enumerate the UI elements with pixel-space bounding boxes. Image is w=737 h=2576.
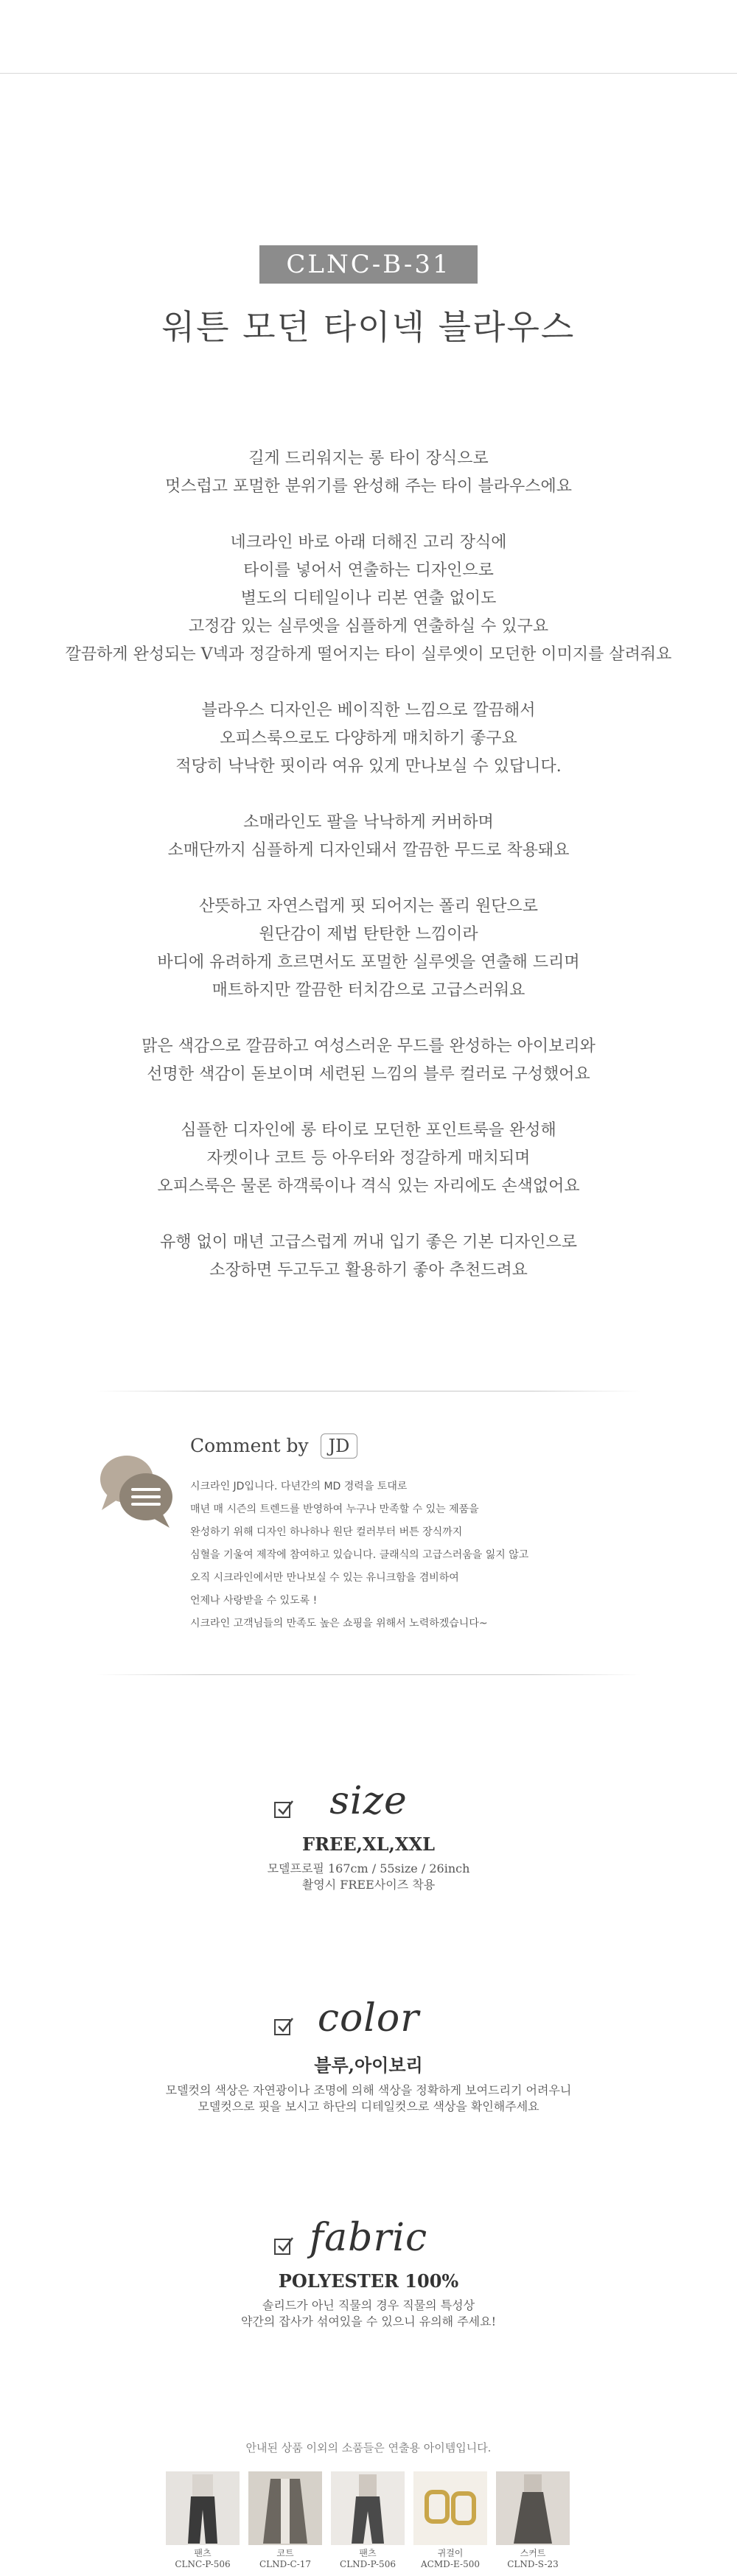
fabric-header [0, 2216, 737, 2267]
item-code: ACMD-E-500 [421, 2559, 480, 2569]
comment-line: 시크라인 고객님들의 만족도 높은 쇼핑을 위해서 노력하겠습니다~ [190, 1618, 488, 1629]
comment-label: Comment by [190, 1435, 309, 1456]
header-divider [0, 73, 737, 74]
comment-author-badge: JD [321, 1433, 358, 1459]
product-title: 워튼 모던 타이넥 블라우스 [161, 307, 576, 347]
description-paragraph [0, 1117, 737, 1201]
check-box-icon [273, 2235, 295, 2257]
description-line: 타이를 넣어서 연출하는 디자인으로 [243, 561, 494, 580]
description-line: 자켓이나 코트 등 아우터와 정갈하게 매치되며 [206, 1149, 531, 1168]
coat-thumbnail [248, 2471, 322, 2545]
description-line: 원단감이 제법 탄탄한 느낌이라 [259, 925, 478, 944]
fabric-section [0, 2216, 737, 2330]
item-type: 코트 [276, 2548, 294, 2558]
description-line: 오피스룩은 물론 하객룩이나 격식 있는 자리에도 손색없어요 [157, 1177, 580, 1196]
description-line: 오피스룩으로도 다양하게 매치하기 좋구요 [220, 729, 517, 748]
size-label: size [329, 1779, 408, 1823]
comment-line: 매년 매 시즌의 트렌드를 반영하여 누구나 만족할 수 있는 제품을 [190, 1503, 479, 1515]
description-line: 바디에 유려하게 흐르면서도 포멀한 실루엣을 연출해 드리며 [157, 953, 580, 972]
comment-bottom-divider [96, 1674, 641, 1675]
description-line: 고정감 있는 실루엣을 심플하게 연출하실 수 있구요 [188, 617, 549, 636]
item-type: 귀걸이 [437, 2548, 464, 2558]
item-code: CLND-C-17 [259, 2559, 312, 2569]
color-note: 모델컷으로 핏을 보시고 하단의 디테일컷으로 색상을 확인해주세요 [198, 2099, 539, 2113]
fabric-note: 솔리드가 아닌 직물의 경우 직물의 특성상 [262, 2298, 475, 2312]
color-note: 모델컷의 색상은 자연광이나 조명에 의해 색상을 정확하게 보여드리기 어려우니 [165, 2083, 572, 2097]
description-paragraph [0, 1229, 737, 1285]
description-line: 소매단까지 심플하게 디자인돼서 깔끔한 무드로 착용돼요 [167, 841, 570, 860]
description-line: 멋스럽고 포멀한 분위기를 완성해 주는 타이 블라우스에요 [164, 477, 572, 496]
description-paragraph [0, 809, 737, 865]
matching-item[interactable] [248, 2471, 322, 2570]
matching-item[interactable] [331, 2471, 405, 2570]
item-type: 팬츠 [194, 2548, 212, 2558]
color-value: 블루,아이보리 [314, 2054, 423, 2076]
item-type: 스커트 [520, 2548, 546, 2558]
description-line: 매트하지만 깔끔한 터치감으로 고급스러워요 [212, 981, 525, 1000]
comment-line: 완성하기 위해 디자인 하나하나 원단 컬러부터 버튼 장식까지 [190, 1526, 463, 1538]
description-line: 블라우스 디자인은 베이직한 느낌으로 깔끔해서 [201, 701, 536, 720]
description-line: 별도의 디테일이나 리본 연출 없이도 [240, 589, 497, 608]
description-line: 소매라인도 팔을 낙낙하게 커버하며 [243, 813, 494, 832]
matching-item[interactable] [496, 2471, 570, 2570]
skirt-thumbnail [496, 2471, 570, 2545]
comment-line: 언제나 사랑받을 수 있도록 ! [190, 1595, 318, 1607]
size-header [0, 1779, 737, 1831]
item-code: CLND-S-23 [507, 2559, 559, 2569]
product-code-badge: CLNC-B-31 [259, 245, 478, 284]
check-box-icon [273, 1798, 295, 1820]
description-paragraph [0, 1033, 737, 1089]
description-line: 네크라인 바로 아래 더해진 고리 장식에 [230, 533, 507, 552]
item-code: CLNC-P-506 [175, 2559, 231, 2569]
item-code: CLND-P-506 [340, 2559, 396, 2569]
earrings-thumbnail [413, 2471, 487, 2545]
description-paragraph [0, 697, 737, 781]
matching-item[interactable] [413, 2471, 487, 2570]
comment-heading [190, 1433, 357, 1459]
comment-line: 시크라인 JD입니다. 다년간의 MD 경력을 토대로 [190, 1481, 408, 1492]
speech-bubbles-icon [94, 1451, 177, 1534]
size-value: FREE,XL,XXL [302, 1833, 435, 1855]
pants-thumbnail [331, 2471, 405, 2545]
matching-items-note: 안내된 상품 이외의 소품들은 연출용 아이템입니다. [245, 2441, 492, 2454]
product-description [0, 445, 737, 1313]
pants-thumbnail [166, 2471, 240, 2545]
size-note: 모델프로필 167cm / 55size / 26inch [267, 1861, 470, 1875]
description-line: 적당히 낙낙한 핏이라 여유 있게 만나보실 수 있답니다. [175, 757, 562, 776]
size-note: 촬영시 FREE사이즈 착용 [301, 1878, 436, 1892]
matching-items [166, 2471, 571, 2575]
description-line: 심플한 디자인에 롱 타이로 모던한 포인트룩을 완성해 [181, 1121, 556, 1140]
fabric-value: POLYESTER 100% [278, 2270, 459, 2292]
description-line: 깔끔하게 완성되는 V넥과 정갈하게 떨어지는 타이 실루엣이 모던한 이미지를 살려줘요 [65, 645, 672, 664]
color-header [0, 1996, 737, 2048]
item-type: 팬츠 [359, 2548, 377, 2558]
fabric-note: 약간의 잡사가 섞여있을 수 있으니 유의해 주세요! [240, 2314, 497, 2328]
check-box-icon [273, 2015, 295, 2038]
comment-body [190, 1475, 662, 1635]
color-label: color [317, 1996, 420, 2040]
description-line: 선명한 색감이 돋보이며 세련된 느낌의 블루 컬러로 구성했어요 [147, 1065, 590, 1084]
color-section [0, 1996, 737, 2115]
description-line: 길게 드리워지는 롱 타이 장식으로 [248, 449, 489, 468]
description-paragraph [0, 445, 737, 501]
description-line: 유행 없이 매년 고급스럽게 꺼내 입기 좋은 기본 디자인으로 [160, 1233, 577, 1252]
description-line: 산뜻하고 자연스럽게 핏 되어지는 폴리 원단으로 [198, 897, 538, 916]
fabric-label: fabric [309, 2216, 428, 2260]
description-line: 소장하면 두고두고 활용하기 좋아 추천드려요 [209, 1261, 528, 1280]
description-line: 맑은 색감으로 깔끔하고 여성스러운 무드를 완성하는 아이보리와 [142, 1037, 595, 1056]
description-paragraph [0, 893, 737, 1005]
description-paragraph [0, 529, 737, 669]
comment-line: 심혈을 기울여 제작에 참여하고 있습니다. 클래식의 고급스러움을 잃지 않고 [190, 1549, 529, 1561]
comment-line: 오직 시크라인에서만 만나보실 수 있는 유니크함을 겸비하여 [190, 1572, 459, 1584]
size-section [0, 1779, 737, 1893]
matching-item[interactable] [166, 2471, 240, 2570]
